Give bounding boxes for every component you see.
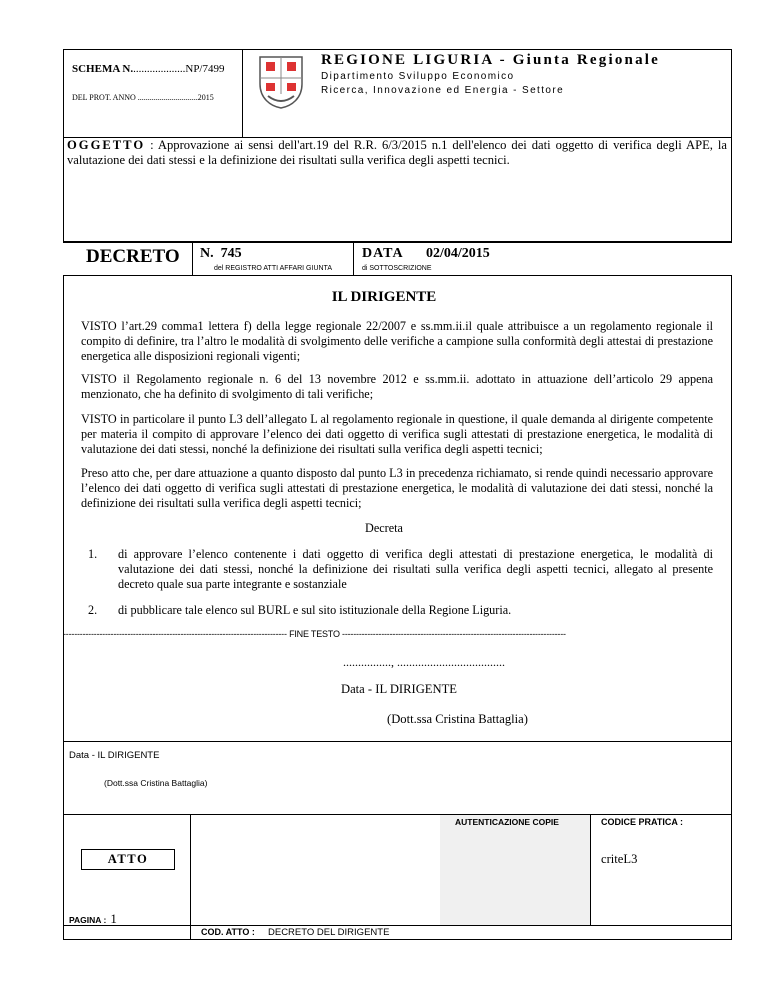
oggetto-text: : Approvazione ai sensi dell'art.19 del R.R. 6/3/2015 n.1 dell'elenco dei dati oggetto di verifica degli APE, la valutazione dei dati stessi e la definizione dei risultati sulla verifica degli aspetti tecnici. — [67, 138, 727, 167]
cod-atto-value: DECRETO DEL DIRIGENTE — [268, 927, 390, 938]
pagina-label: PAGINA : — [69, 915, 107, 925]
number-caption: del REGISTRO ATTI AFFARI GIUNTA — [214, 265, 332, 272]
schema-label: SCHEMA N. — [72, 63, 134, 75]
fine-testo: -------------------------------------------------------------------------------- FINE TESTO -------------------------------------------------------------------------------- — [63, 629, 566, 639]
small-signature-date: Data - IL DIRIGENTE — [69, 750, 160, 761]
item-2-number: 2. — [88, 603, 98, 617]
pagina-value: 1 — [110, 911, 117, 926]
dots-line: ................, .................................... — [343, 655, 505, 669]
prot-year — [72, 93, 214, 102]
decreto-label: DECRETO — [86, 246, 180, 267]
item-1-text — [118, 547, 713, 592]
sector: Ricerca, Innovazione ed Energia - Settore — [321, 85, 565, 96]
decreta: Decreta — [365, 521, 403, 535]
prot-label: DEL PROT. ANNO — [72, 93, 136, 102]
cod-atto-label: COD. ATTO : — [201, 927, 255, 937]
oggetto-label: OGGETTO — [67, 138, 146, 152]
oggetto — [67, 138, 727, 168]
small-signature-name: (Dott.ssa Cristina Battaglia) — [104, 778, 208, 788]
item-1-content: di approvare l’elenco contenente i dati oggetto di verifica degli attestati di prestazione energetica, le modalità di valutazione dei dati stessi, nonché la definizione dei risultati sulla verifica degli aspetti tecnici, allegato al presente decreto quale sua parte integrante e sostanziale — [118, 547, 713, 591]
signature-date: Data - IL DIRIGENTE — [341, 682, 457, 696]
atto-label: ATTO — [107, 852, 149, 866]
autenticazione-label: AUTENTICAZIONE COPIE — [455, 817, 559, 827]
decreto-date: 02/04/2015 — [426, 246, 490, 261]
atto-box — [81, 849, 175, 870]
paragraph-3: VISTO in particolare il punto L3 dell’allegato L al regolamento regionale in questione, il quale demanda al dirigente competente per materia il compito di approvare l’elenco dei dati oggetto di verifica sugli attestati di prestazione energetica, le modalità di valutazione dei dati stessi, nonché la definizione dei risultati sulla verifica degli aspetti tecnici; — [81, 412, 713, 456]
date-caption: di SOTTOSCRIZIONE — [362, 265, 432, 272]
paragraph-1: VISTO l’art.29 comma1 lettera f) della legge regionale 22/2007 e ss.mm.ii.il quale attribuisce a un regolamento regionale il compito di definire, tra l’altro le modalità di svolgimento delle verifiche a campione sulla conformità degli attestai di prestazione energetica alle disposizioni regionali vigenti; — [81, 319, 713, 363]
decreto-number: N. 745 — [200, 246, 242, 261]
codice-pratica-label: CODICE PRATICA : — [601, 817, 683, 827]
schema-number — [72, 63, 225, 75]
schema-value: ...................NP/7499 — [133, 63, 225, 75]
paragraph-4: Preso atto che, per dare attuazione a quanto disposto dal punto L3 in precedenza richiamato, si rende quindi necessario approvare l’elenco dei dati oggetto di verifica sugli attestati di prestazione energetica, le modalità di valutazione dei dati stessi, nonché la definizione dei risultati sulla verifica degli aspetti tecnici; — [81, 466, 713, 510]
signature-name: (Dott.ssa Cristina Battaglia) — [387, 712, 528, 726]
paragraph-2: VISTO il Regolamento regionale n. 6 del 13 novembre 2012 e ss.mm.ii. adottato in attuazione dell’articolo 29 appena menzionato, che ha definito di svolgimento di tali verifiche; — [81, 372, 713, 401]
item-2-text: di pubblicare tale elenco sul BURL e sul sito istituzionale della Regione Liguria. — [118, 603, 512, 617]
data-label: DATA — [362, 246, 404, 261]
dirigente-heading: IL DIRIGENTE — [331, 289, 437, 305]
region-title: REGIONE LIGURIA - Giunta Regionale — [321, 52, 660, 68]
pagina — [69, 910, 117, 928]
liguria-crest-icon — [256, 54, 306, 110]
autenticazione-area — [440, 815, 590, 925]
codice-pratica-value: criteL3 — [601, 852, 638, 866]
item-1-number: 1. — [88, 547, 98, 561]
department: Dipartimento Sviluppo Economico — [321, 71, 515, 82]
prot-value: ..............................2015 — [137, 93, 214, 102]
